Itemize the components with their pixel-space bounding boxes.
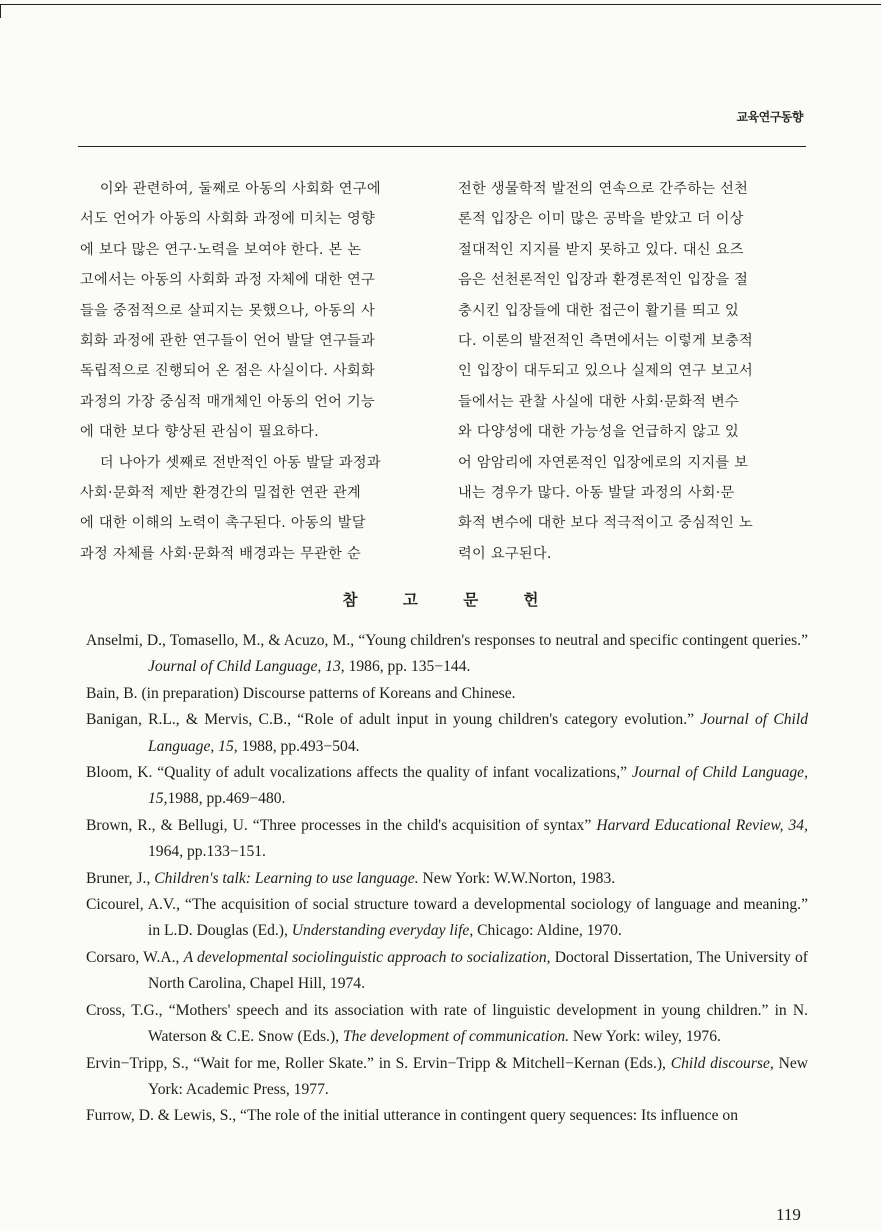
- body-line: 에 보다 많은 연구·노력을 보여야 한다. 본 논: [80, 241, 362, 258]
- corner-mark: [0, 4, 1, 18]
- reference-entry: Furrow, D. & Lewis, S., “The role of the initial utterance in contingent query sequences: Its influence on: [86, 1107, 739, 1125]
- reference-entry: Corsaro, W.A., A developmental sociolinguistic approach to socialization, Doctoral Dissertation, The University of North Carolina, Chapel Hill, 1974.: [86, 948, 809, 993]
- body-line: 독립적으로 진행되어 온 점은 사실이다. 사회화: [80, 363, 375, 380]
- body-line: 과정의 가장 중심적 매개체인 아동의 언어 기능: [80, 393, 375, 410]
- body-line: 들을 중점적으로 살피지는 못했으나, 아동의 사: [80, 302, 375, 319]
- body-line: 다. 이론의 발전적인 측면에서는 이렇게 보충적: [458, 333, 753, 350]
- body-line: 음은 선천론적인 입장과 환경론적인 입장을 절: [458, 272, 749, 289]
- reference-entry: Anselmi, D., Tomasello, M., & Acuzo, M., “Young children's responses to neutral and specific contingent queries.” Journal of Child Language, 13, 1986, pp. 135−144.: [86, 632, 808, 676]
- reference-entry: Cross, T.G., “Mothers' speech and its association with rate of linguistic development in young children.” in N. Waterson & C.E. Snow (Eds.), The development of communication. New York: wiley, 1976.: [86, 1001, 808, 1046]
- reference-entry: Cicourel, A.V., “The acquisition of social structure toward a developmental sociology of language and meaning.” in L.D. Douglas (Ed.), Understanding everyday life, Chicago: Aldine, 1970.: [86, 896, 808, 940]
- reference-entry: Ervin−Tripp, S., “Wait for me, Roller Skate.” in S. Ervin−Tripp & Mitchell−Kernan (Eds.), Child discourse, New York: Academic Press, 1977.: [86, 1054, 809, 1098]
- body-line: 화적 변수에 대한 보다 적극적이고 중심적인 노: [458, 515, 753, 532]
- reference-entry: Bloom, K. “Quality of adult vocalizations affects the quality of infant vocalizations,” Journal of Child Language, 15,1988, pp.469−480.: [86, 764, 808, 808]
- body-line: 사회·문화적 제반 환경간의 밀접한 연관 관계: [80, 485, 361, 502]
- reference-entry: Bain, B. (in preparation) Discourse patterns of Koreans and Chinese.: [86, 684, 516, 702]
- references-heading: 참 고 문 헌: [342, 591, 559, 609]
- header-rule: [78, 146, 806, 147]
- body-line: 인 입장이 대두되고 있으나 실제의 연구 보고서: [458, 363, 753, 380]
- body-line: 충시킨 입장들에 대한 접근이 활기를 띄고 있: [458, 302, 739, 319]
- references-list: [86, 628, 808, 1130]
- left-column: [80, 174, 420, 569]
- top-border: [0, 4, 881, 5]
- page-number: 119: [776, 1205, 801, 1224]
- body-line: 서도 언어가 아동의 사회화 과정에 미치는 영향: [80, 211, 375, 228]
- body-line: 력이 요구된다.: [458, 545, 552, 562]
- body-line: 에 대한 보다 향상된 관심이 필요하다.: [80, 424, 319, 441]
- body-line: 과정 자체를 사회·문화적 배경과는 무관한 순: [80, 545, 361, 562]
- body-line: 이와 관련하여, 둘째로 아동의 사회화 연구에: [99, 181, 381, 197]
- body-line: 더 나아가 셋째로 전반적인 아동 발달 과정과: [99, 454, 381, 471]
- running-header: 교육연구동향: [736, 110, 803, 124]
- reference-entry: Bruner, J., Children's talk: Learning to use language. New York: W.W.Norton, 1983.: [86, 869, 616, 887]
- body-line: 고에서는 아동의 사회화 과정 자체에 대한 연구: [80, 272, 375, 289]
- body-line: 전한 생물학적 발전의 연속으로 간주하는 선천: [458, 181, 749, 197]
- body-line: 어 암암리에 자연론적인 입장에로의 지지를 보: [458, 454, 749, 471]
- body-line: 론적 입장은 이미 많은 공박을 받았고 더 이상: [458, 211, 744, 228]
- body-line: 회화 과정에 관한 연구들이 언어 발달 연구들과: [80, 333, 375, 350]
- body-line: 내는 경우가 많다. 아동 발달 과정의 사회·문: [458, 485, 735, 502]
- reference-entry: Brown, R., & Bellugi, U. “Three processes in the child's acquisition of syntax” Harvard Educational Review, 34, 1964, pp.133−151.: [86, 816, 809, 861]
- body-line: 에 대한 이해의 노력이 촉구된다. 아동의 발달: [80, 515, 366, 532]
- body-line: 절대적인 지지를 받지 못하고 있다. 대신 요즈: [458, 241, 744, 258]
- reference-entry: Banigan, R.L., & Mervis, C.B., “Role of adult input in young children's category evolution.” Journal of Child Language, 15, 1988, pp.493−504.: [86, 711, 808, 755]
- body-line: 들에서는 관찰 사실에 대한 사회·문화적 변수: [458, 393, 739, 410]
- body-line: 와 다양성에 대한 가능성을 언급하지 않고 있: [458, 424, 739, 441]
- right-column: [458, 174, 798, 569]
